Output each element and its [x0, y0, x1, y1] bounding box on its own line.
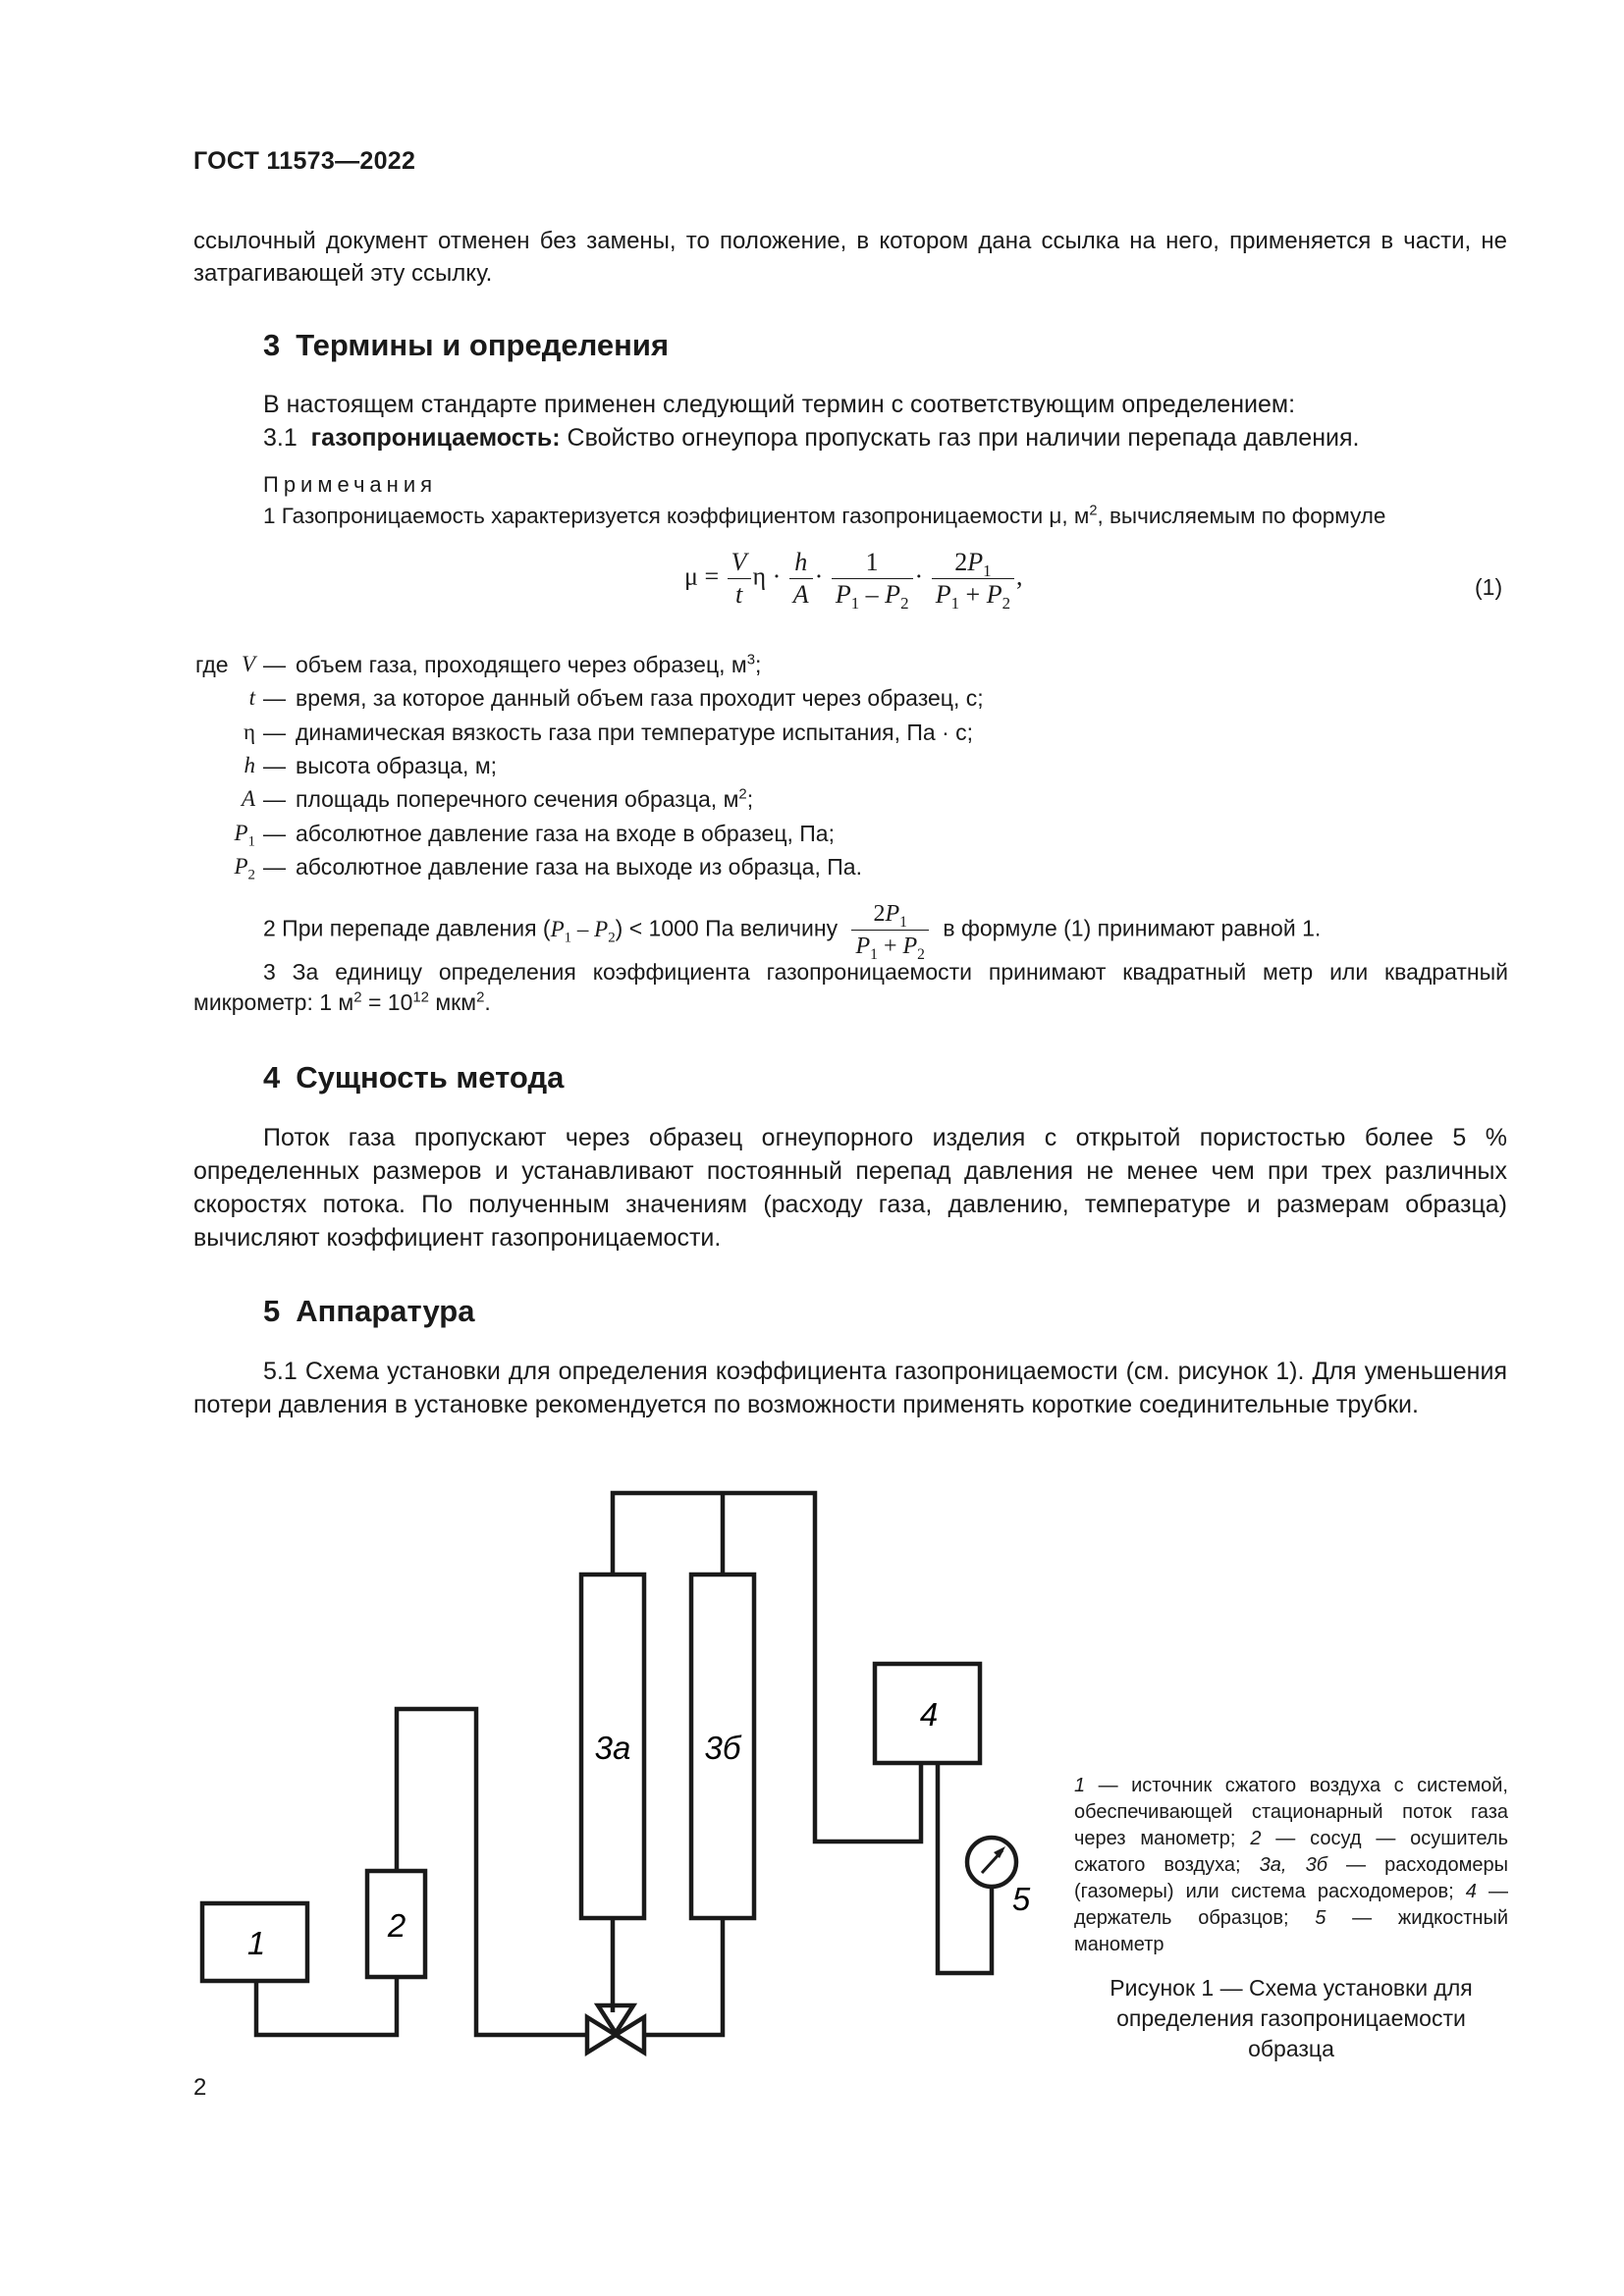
document-header: ГОСТ 11573—2022 [193, 147, 416, 175]
intro-line-1: ссылочный документ отменен без замены, то положение, в котором дана ссылка на него, применяется в части, не [193, 228, 1507, 254]
figure-legend: 1 — источник сжатого воздуха с системой, обеспечивающей стационарный поток газа через манометр; 2 — сосуд — осушитель сжатого воздуха; 3а, 3б — расходомеры (газомеры) или система расходомеров; 4 — держатель образцов; 5 — жидкостный манометр [1074, 1775, 1509, 1955]
section-title: Термины и определения [296, 328, 670, 362]
label-3a: 3а [594, 1730, 631, 1766]
where-label: где [195, 652, 229, 677]
legend-symbol: h [244, 752, 255, 777]
intro-line-2: затрагивающей эту ссылку. [193, 260, 493, 287]
legend-row: η — динамическая вязкость газа при температуре испытания, Па · с; [263, 716, 973, 749]
section-4-text: Поток газа пропускают через образец огнеупорного изделия с открытой пористостью более 5 % определенных размеров и устанавливают постоянный перепад давления не менее чем при трех различных скоростях потока. По полученным значениям (расходу газа, давлению, температуре и размерам образца) вычисляют коэффициент газопроницаемости. [193, 1124, 1507, 1252]
formula-1: μ = $\frac{V}{t}$ η · $\frac{h}{A}$ · $\frac{1}{P_1 - P_2}$ · $\frac{2P_1}{P_1 + P_2}$ , [684, 548, 1023, 614]
legend-text: высота образца, м; [296, 752, 498, 778]
legend-symbol: A [241, 786, 255, 812]
note-2: 2 При перепаде давления $(P_1 - P_2) < 1000$ Па величину $\frac{2P_1}{P_1 + P_2}$ в формуле (1) принимают равной 1. [263, 901, 1322, 963]
term-text: Свойство огнеупора пропускать газ при наличии перепада давления. [567, 424, 1360, 452]
legend-row: h — высота образца, м; [263, 749, 497, 782]
figure-title: Рисунок 1 — Схема установки для определения газопроницаемости образца [1110, 1975, 1473, 2061]
notes-title: Примечания [263, 472, 438, 497]
legend-text: абсолютное давление газа на входе в образец, Па; [296, 820, 835, 846]
legend-symbol: η [243, 719, 255, 744]
label-2: 2 [387, 1907, 406, 1944]
label-1: 1 [246, 1925, 266, 1961]
note-3-line-1: 3 За единицу определения коэффициента газопроницаемости принимают квадратный метр или квадратный [263, 959, 1508, 985]
legend-symbol: V [241, 652, 255, 676]
legend-text: площадь поперечного сечения образца, м [296, 786, 739, 813]
label-3b: 3б [704, 1730, 741, 1766]
legend-symbol: t [248, 685, 255, 711]
legend-row: t — время, за которое данный объем газа проходит через образец, с; [263, 681, 984, 715]
legend-symbol: $P_2$ [234, 853, 255, 883]
legend-row: $P_1$ — абсолютное давление газа на входе в образец, Па; [263, 817, 835, 850]
term-number: 3.1 [263, 424, 298, 452]
note-3-line-2: микрометр: 1 $м^2 = 10^{12}$ мкм$^2$. [193, 988, 491, 1015]
legend-text: абсолютное давление газа на выходе из образца, Па. [296, 853, 862, 880]
legend-row: A — площадь поперечного сечения образца, $м^2$; [263, 782, 753, 816]
formula-number: (1) [1475, 574, 1503, 600]
legend-row: V — объем газа, проходящего через образец, $м^3$; [263, 648, 761, 681]
label-5: 5 [1011, 1881, 1031, 1917]
section-4-heading: 4 Сущность метода [263, 1060, 565, 1095]
label-4: 4 [919, 1696, 939, 1733]
term-name: газопроницаемость: [310, 424, 561, 452]
legend-text: динамическая вязкость газа при температуре испытания, Па · с; [296, 719, 974, 745]
legend-text: время, за которое данный объем газа проходит через образец, с; [296, 685, 984, 712]
page-number: 2 [193, 2074, 207, 2101]
section-5-text: 5.1 Схема установки для определения коэффициента газопроницаемости (см. рисунок 1). Для уменьшения потери давления в установке рекомендуется по возможности применять короткие соединительные трубки. [193, 1358, 1507, 1418]
section-3-intro: В настоящем стандарте применен следующий термин с соответствующим определением: [263, 391, 1296, 418]
legend-symbol: $P_1$ [234, 820, 255, 850]
section-5-heading: 5 Аппаратура [263, 1294, 475, 1328]
legend-row: $P_2$ — абсолютное давление газа на выходе из образца, Па. [263, 850, 862, 883]
legend-text: объем газа, проходящего через образец, м [296, 652, 747, 677]
note-1: 1 Газопроницаемость характеризуется коэффициентом газопроницаемости μ, $м^2$, вычисляемым по формуле [263, 503, 1386, 528]
section-number: 3 [263, 328, 281, 362]
